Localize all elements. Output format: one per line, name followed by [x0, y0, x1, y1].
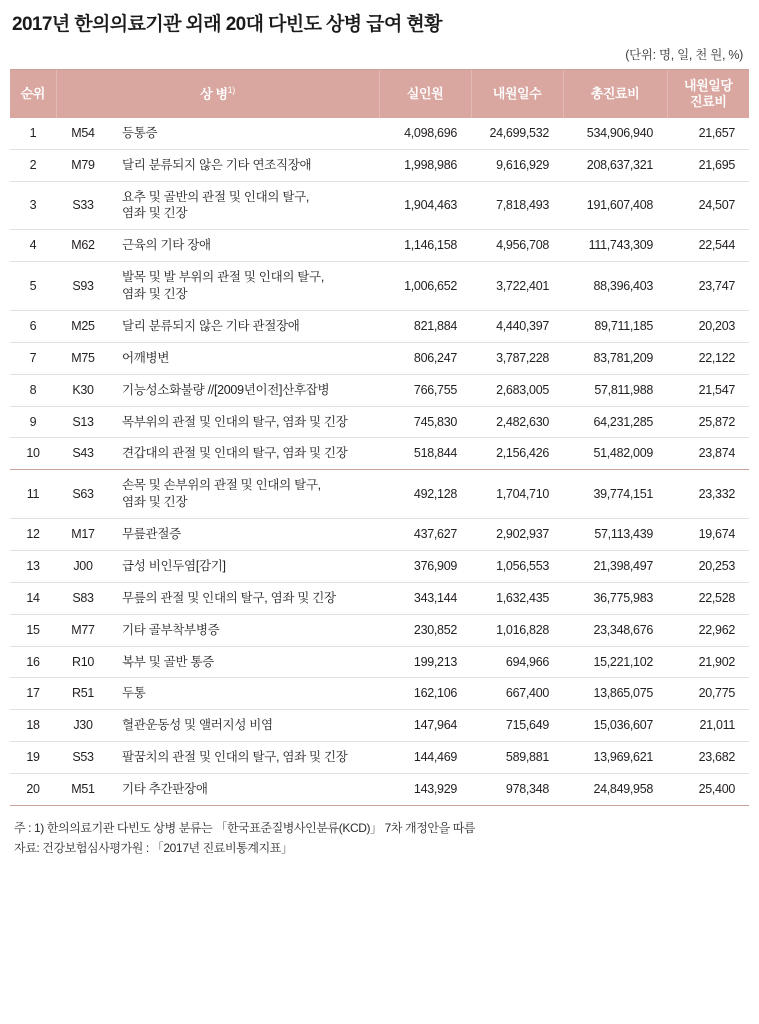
- table-row: [10, 678, 749, 710]
- cell-disease-name: 요추 및 골반의 관절 및 인대의 탈구, 염좌 및 긴장: [110, 181, 379, 230]
- cell-disease-code: M54: [56, 118, 110, 149]
- cell-visit-days: 2,156,426: [471, 438, 563, 470]
- cell-cost-per-visit: 22,544: [667, 230, 749, 262]
- column-header-patients: 실인원: [379, 70, 471, 118]
- cell-total-cost: 208,637,321: [563, 149, 667, 181]
- table-header: [10, 70, 749, 118]
- cell-disease-code: K30: [56, 374, 110, 406]
- column-header-disease: [56, 70, 379, 118]
- cell-rank: 18: [10, 710, 56, 742]
- cell-total-cost: 21,398,497: [563, 550, 667, 582]
- cell-disease-code: S53: [56, 742, 110, 774]
- cell-total-cost: 13,969,621: [563, 742, 667, 774]
- cell-disease-code: R51: [56, 678, 110, 710]
- cell-patients: 806,247: [379, 342, 471, 374]
- cell-rank: 20: [10, 774, 56, 806]
- cell-cost-per-visit: 19,674: [667, 519, 749, 551]
- cell-visit-days: 978,348: [471, 774, 563, 806]
- table-row: [10, 230, 749, 262]
- cell-visit-days: 667,400: [471, 678, 563, 710]
- cell-rank: 16: [10, 646, 56, 678]
- cell-visit-days: 2,482,630: [471, 406, 563, 438]
- cell-cost-per-visit: 22,962: [667, 614, 749, 646]
- cell-rank: 19: [10, 742, 56, 774]
- column-header-disease-label: 상 병: [200, 86, 228, 102]
- cell-cost-per-visit: 21,695: [667, 149, 749, 181]
- table-row: [10, 374, 749, 406]
- cell-visit-days: 24,699,532: [471, 118, 563, 149]
- table-row: [10, 149, 749, 181]
- cell-visit-days: 589,881: [471, 742, 563, 774]
- cell-total-cost: 51,482,009: [563, 438, 667, 470]
- cell-disease-name: 혈관운동성 및 앨러지성 비염: [110, 710, 379, 742]
- cell-visit-days: 1,056,553: [471, 550, 563, 582]
- cell-cost-per-visit: 21,902: [667, 646, 749, 678]
- table-row: [10, 438, 749, 470]
- column-header-visit-days: 내원일수: [471, 70, 563, 118]
- cell-cost-per-visit: 22,122: [667, 342, 749, 374]
- cell-cost-per-visit: 23,747: [667, 262, 749, 311]
- cell-visit-days: 4,440,397: [471, 310, 563, 342]
- cell-patients: 376,909: [379, 550, 471, 582]
- cell-total-cost: 24,849,958: [563, 774, 667, 806]
- cell-disease-name: 복부 및 골반 통증: [110, 646, 379, 678]
- cell-cost-per-visit: 20,253: [667, 550, 749, 582]
- cell-disease-name: 기타 추간판장애: [110, 774, 379, 806]
- cell-cost-per-visit: 25,872: [667, 406, 749, 438]
- cell-disease-name: 기타 골부착부병증: [110, 614, 379, 646]
- table-wrapper: [10, 69, 749, 806]
- cell-total-cost: 88,396,403: [563, 262, 667, 311]
- cell-rank: 8: [10, 374, 56, 406]
- table-row: [10, 262, 749, 311]
- cell-total-cost: 57,811,988: [563, 374, 667, 406]
- cell-cost-per-visit: 21,657: [667, 118, 749, 149]
- cell-patients: 1,998,986: [379, 149, 471, 181]
- cell-disease-code: M75: [56, 342, 110, 374]
- cell-total-cost: 23,348,676: [563, 614, 667, 646]
- cell-disease-code: S63: [56, 470, 110, 519]
- frequency-table: [10, 70, 749, 806]
- cell-patients: 1,006,652: [379, 262, 471, 311]
- cell-total-cost: 191,607,408: [563, 181, 667, 230]
- cell-disease-code: M77: [56, 614, 110, 646]
- cell-patients: 147,964: [379, 710, 471, 742]
- cell-patients: 143,929: [379, 774, 471, 806]
- page-title: 2017년 한의의료기관 외래 20대 다빈도 상병 급여 현황: [12, 14, 442, 35]
- cell-cost-per-visit: 20,775: [667, 678, 749, 710]
- cell-total-cost: 89,711,185: [563, 310, 667, 342]
- cell-total-cost: 111,743,309: [563, 230, 667, 262]
- cell-disease-code: S13: [56, 406, 110, 438]
- cell-cost-per-visit: 23,874: [667, 438, 749, 470]
- cell-visit-days: 3,787,228: [471, 342, 563, 374]
- cell-disease-name: 견갑대의 관절 및 인대의 탈구, 염좌 및 긴장: [110, 438, 379, 470]
- cell-disease-name: 팔꿈치의 관절 및 인대의 탈구, 염좌 및 긴장: [110, 742, 379, 774]
- cell-total-cost: 15,221,102: [563, 646, 667, 678]
- cell-rank: 15: [10, 614, 56, 646]
- cell-total-cost: 15,036,607: [563, 710, 667, 742]
- table-row: [10, 550, 749, 582]
- cell-cost-per-visit: 20,203: [667, 310, 749, 342]
- cell-disease-name: 손목 및 손부위의 관절 및 인대의 탈구, 염좌 및 긴장: [110, 470, 379, 519]
- cell-rank: 5: [10, 262, 56, 311]
- table-row: [10, 774, 749, 806]
- cell-disease-code: M62: [56, 230, 110, 262]
- cell-total-cost: 534,906,940: [563, 118, 667, 149]
- cell-patients: 230,852: [379, 614, 471, 646]
- cell-disease-name: 달리 분류되지 않은 기타 관절장애: [110, 310, 379, 342]
- cell-visit-days: 2,902,937: [471, 519, 563, 551]
- cell-total-cost: 36,775,983: [563, 582, 667, 614]
- cell-patients: 821,884: [379, 310, 471, 342]
- cell-disease-name: 두통: [110, 678, 379, 710]
- cell-patients: 518,844: [379, 438, 471, 470]
- cell-patients: 199,213: [379, 646, 471, 678]
- unit-note: (단위: 명, 일, 천 원, %): [625, 47, 743, 62]
- cell-patients: 492,128: [379, 470, 471, 519]
- cell-rank: 10: [10, 438, 56, 470]
- cell-cost-per-visit: 21,547: [667, 374, 749, 406]
- cell-disease-name: 무릎관절증: [110, 519, 379, 551]
- cell-total-cost: 83,781,209: [563, 342, 667, 374]
- cell-rank: 13: [10, 550, 56, 582]
- cell-cost-per-visit: 25,400: [667, 774, 749, 806]
- table-row: [10, 181, 749, 230]
- cell-total-cost: 13,865,075: [563, 678, 667, 710]
- table-row: [10, 118, 749, 149]
- cell-rank: 17: [10, 678, 56, 710]
- cell-patients: 1,146,158: [379, 230, 471, 262]
- cell-rank: 3: [10, 181, 56, 230]
- cell-disease-code: S83: [56, 582, 110, 614]
- cell-disease-name: 목부위의 관절 및 인대의 탈구, 염좌 및 긴장: [110, 406, 379, 438]
- cell-rank: 1: [10, 118, 56, 149]
- table-row: [10, 710, 749, 742]
- cell-rank: 2: [10, 149, 56, 181]
- table-row: [10, 646, 749, 678]
- cell-cost-per-visit: 23,332: [667, 470, 749, 519]
- table-header-row: [10, 70, 749, 118]
- footnote-2: 자료: 건강보험심사평가원 : 「2017년 진료비통계지표」: [14, 841, 293, 856]
- cell-cost-per-visit: 22,528: [667, 582, 749, 614]
- footnote-1: 주 : 1) 한의의료기관 다빈도 상병 분류는 「한국표준질병사인분류(KCD)」 7차 개정안을 따름: [14, 820, 476, 835]
- cell-disease-code: M51: [56, 774, 110, 806]
- cell-rank: 9: [10, 406, 56, 438]
- cell-disease-name: 등통증: [110, 118, 379, 149]
- cell-disease-code: S43: [56, 438, 110, 470]
- cell-patients: 745,830: [379, 406, 471, 438]
- cell-visit-days: 2,683,005: [471, 374, 563, 406]
- cell-visit-days: 1,016,828: [471, 614, 563, 646]
- cell-disease-code: M79: [56, 149, 110, 181]
- cell-visit-days: 4,956,708: [471, 230, 563, 262]
- footnotes: [14, 818, 745, 859]
- cell-disease-name: 무릎의 관절 및 인대의 탈구, 염좌 및 긴장: [110, 582, 379, 614]
- cell-patients: 343,144: [379, 582, 471, 614]
- cell-disease-code: J30: [56, 710, 110, 742]
- cell-visit-days: 3,722,401: [471, 262, 563, 311]
- cell-patients: 4,098,696: [379, 118, 471, 149]
- table-row: [10, 614, 749, 646]
- cell-patients: 437,627: [379, 519, 471, 551]
- cell-patients: 1,904,463: [379, 181, 471, 230]
- cell-disease-code: M17: [56, 519, 110, 551]
- cell-visit-days: 9,616,929: [471, 149, 563, 181]
- cell-total-cost: 39,774,151: [563, 470, 667, 519]
- table-row: [10, 342, 749, 374]
- cell-visit-days: 715,649: [471, 710, 563, 742]
- cell-disease-code: J00: [56, 550, 110, 582]
- table-row: [10, 310, 749, 342]
- cell-cost-per-visit: 23,682: [667, 742, 749, 774]
- cell-visit-days: 7,818,493: [471, 181, 563, 230]
- cell-visit-days: 694,966: [471, 646, 563, 678]
- cell-cost-per-visit: 21,011: [667, 710, 749, 742]
- table-row: [10, 742, 749, 774]
- cell-disease-name: 달리 분류되지 않은 기타 연조직장애: [110, 149, 379, 181]
- cell-visit-days: 1,704,710: [471, 470, 563, 519]
- column-header-cost-per-visit-line2: 진료비: [690, 93, 727, 109]
- table-row: [10, 470, 749, 519]
- cell-disease-code: M25: [56, 310, 110, 342]
- cell-rank: 11: [10, 470, 56, 519]
- cell-rank: 14: [10, 582, 56, 614]
- cell-visit-days: 1,632,435: [471, 582, 563, 614]
- cell-patients: 766,755: [379, 374, 471, 406]
- column-header-total-cost: 총진료비: [563, 70, 667, 118]
- cell-cost-per-visit: 24,507: [667, 181, 749, 230]
- cell-disease-name: 근육의 기타 장애: [110, 230, 379, 262]
- cell-rank: 12: [10, 519, 56, 551]
- cell-total-cost: 64,231,285: [563, 406, 667, 438]
- table-row: [10, 582, 749, 614]
- table-row: [10, 406, 749, 438]
- cell-disease-code: S93: [56, 262, 110, 311]
- cell-disease-code: S33: [56, 181, 110, 230]
- cell-patients: 144,469: [379, 742, 471, 774]
- table-row: [10, 519, 749, 551]
- cell-patients: 162,106: [379, 678, 471, 710]
- cell-disease-name: 어깨병변: [110, 342, 379, 374]
- cell-total-cost: 57,113,439: [563, 519, 667, 551]
- cell-disease-name: 급성 비인두염[감기]: [110, 550, 379, 582]
- cell-disease-name: 기능성소화불량 //[2009년이전]산후잡병: [110, 374, 379, 406]
- column-header-disease-superscript: 1): [227, 85, 235, 96]
- cell-rank: 6: [10, 310, 56, 342]
- cell-disease-name: 발목 및 발 부위의 관절 및 인대의 탈구, 염좌 및 긴장: [110, 262, 379, 311]
- cell-rank: 4: [10, 230, 56, 262]
- column-header-cost-per-visit: [667, 70, 749, 118]
- cell-disease-code: R10: [56, 646, 110, 678]
- cell-rank: 7: [10, 342, 56, 374]
- column-header-cost-per-visit-line1: 내원일당: [683, 78, 733, 94]
- column-header-rank: 순위: [10, 70, 56, 118]
- table-body: [10, 118, 749, 806]
